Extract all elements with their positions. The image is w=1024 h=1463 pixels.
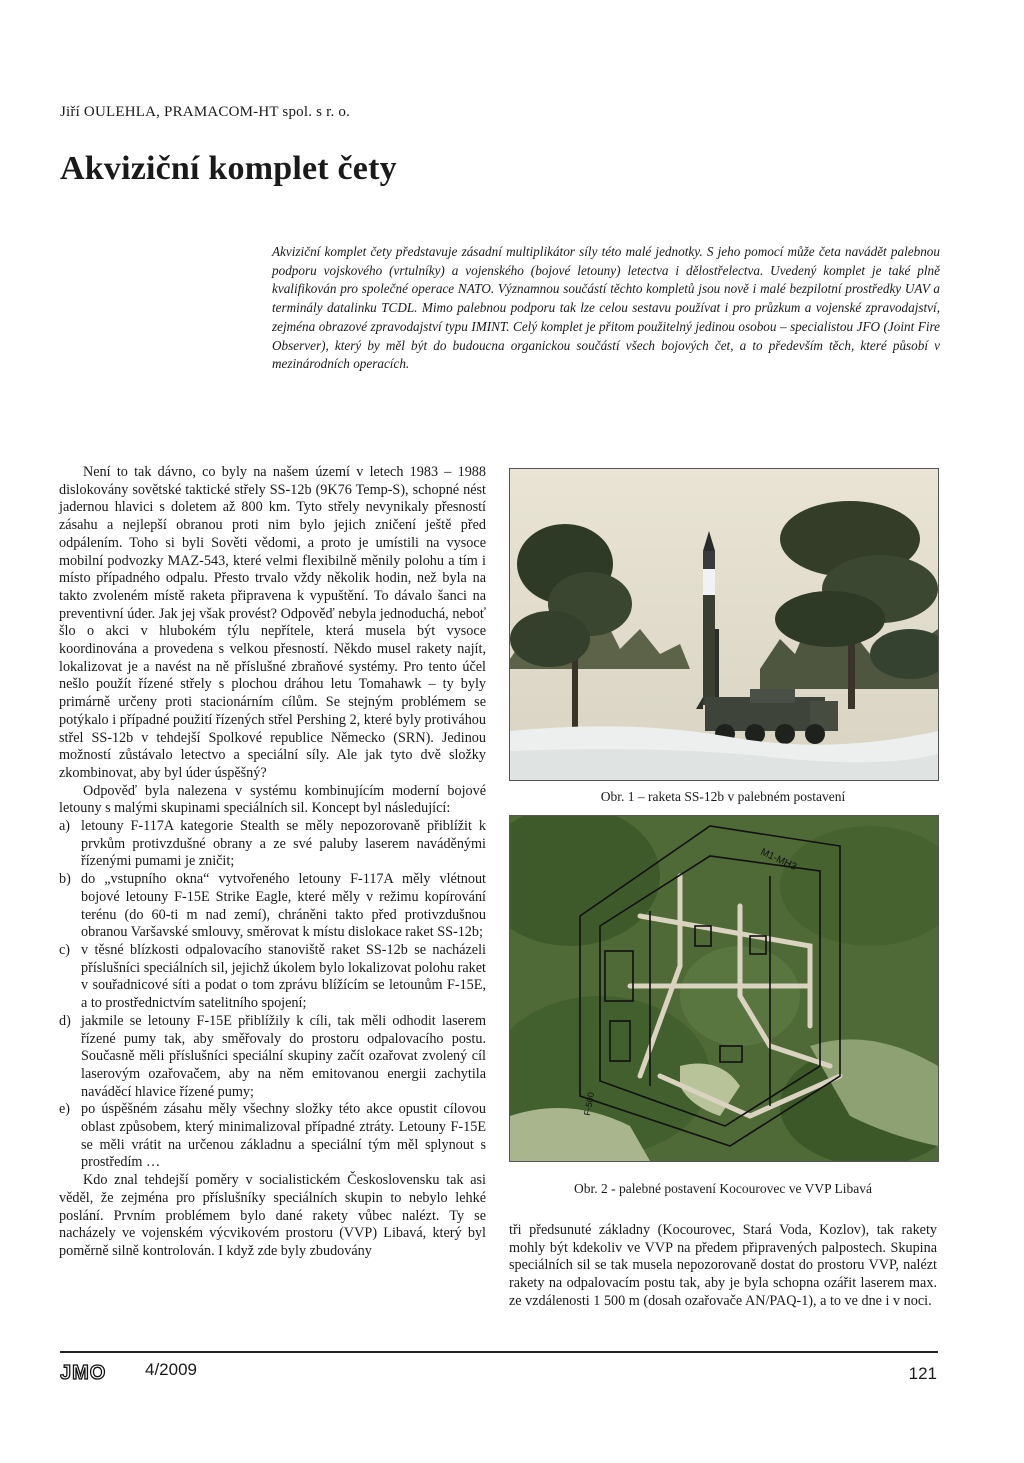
- paragraph: Kdo znal tehdejší poměry v socialistickém Československu tak asi věděl, že zejména pro příslušníky speciálních skupin to nebylo lehké poslání. Prvním problémem bylo dané rakety vůbec nalézt. Ty se nacházely ve vojenském výcvikovém prostoru (VVP) Libavá, který byl poměrně silně kontrolován. I když zde byly zbudovány: [59, 1172, 486, 1259]
- list-item-text: do „vstupního okna“ vytvořeného letouny F-117A měly vlétnout bojové letouny F-15E Strike Eagle, které měly v režimu kopírování terénu (do 60-ti m nad zemí), chráněni takto před protivzdušnou obranou Varšavské smlouvy, směrovat k místu dislokace raket SS-12b;: [81, 871, 486, 941]
- list-marker: c): [59, 941, 71, 958]
- list-item-text: jakmile se letouny F-15E přiblížily k cíli, tak měli odhodit laserem řízené pumy tak, aby směřovaly do prostoru odpalovacího postu. Současně měli příslušníci speciální skupiny začít ozařovat zvolený cíl laserovým ozařovačem, aby na něm emitovanou energii zachytila naváděcí hlavice řízené pumy;: [81, 1012, 486, 1100]
- list-item: [59, 818, 486, 871]
- author-line: Jiří OULEHLA, PRAMACOM-HT spol. s r. o.: [60, 104, 351, 120]
- aerial-photo-illustration: [510, 816, 938, 1161]
- concept-list: [59, 818, 486, 1172]
- figure-aerial-map: [509, 815, 939, 1162]
- list-item: [59, 1101, 486, 1172]
- body-column-left: [59, 464, 486, 1261]
- article-title: Akviziční komplet čety: [60, 150, 397, 187]
- list-item: [59, 1013, 486, 1102]
- figure-1-caption: Obr. 1 – raketa SS-12b v palebném postavení: [600, 789, 846, 804]
- footer-rule: [60, 1351, 938, 1353]
- list-item: [59, 942, 486, 1013]
- paragraph: Odpověď byla nalezena v systému kombinujícím moderní bojové letouny s malými skupinami speciálních sil. Koncept byl následující:: [59, 782, 486, 817]
- list-item-text: po úspěšném zásahu měly všechny složky této akce opustit cílovou oblast způsobem, který minimalizoval případné ztráty. Letouny F-15E se měli vrátit na určenou základnu a speciální tým měl splynout s prostředím …: [81, 1101, 486, 1171]
- missile-photo-illustration: [510, 469, 938, 780]
- abstract: Akviziční komplet čety představuje zásadní multiplikátor síly této malé jednotky. S jeho pomocí může četa navádět palebnou podporu vojskového (vrtulníky) a vojenského (bojové letouny) letectva i dělostřelectva. Uvedený komplet je také plně kvalifikován pro společné operace NATO. Významnou součástí těchto kompletů jsou nově i malé bezpilotní prostředky UAV a terminály datalinku TCDL. Mimo palebnou podporu tak lze celou sestavu používat i pro průzkum a vojenské zpravodajství, zejména obrazové zpravodajství typu IMINT. Celý komplet je přitom použitelný jedinou osobou – specialistou JFO (Joint Fire Observer), který by měl být do budoucna organickou součástí všech bojových čet, a to především těch, které působí v mezinárodních operacích.: [272, 244, 940, 372]
- list-item: [59, 871, 486, 942]
- list-item-text: v těsné blízkosti odpalovacího stanoviště raket SS-12b se nacházeli příslušníci speciálních sil, jejichž úkolem bylo lokalizovat polohu raket v souřadnicové síti a podat o tom zprávu blížícím se letounům F-15E, a to prostřednictvím satelitního spojení;: [81, 941, 486, 1012]
- paragraph: tři předsunuté základny (Kocourovec, Stará Voda, Kozlov), tak rakety mohly být kdekoliv ve VVP na předem připravených palpostech. Skupina speciálních sil se tak musela nepozorovaně dostat do prostoru VVP, nalézt rakety na odpalovacím postu tak, aby je byla schopna ozářit laserem max. ze vzdálenosti 1 500 m (dosah ozařovače AN/PAQ-1), a to ve dne i v noci.: [509, 1222, 937, 1309]
- svg-text:JMO: JMO: [60, 1362, 107, 1383]
- figure-missile-photo: [509, 468, 939, 781]
- list-marker: b): [59, 871, 71, 888]
- issue-number: 4/2009: [145, 1360, 197, 1379]
- list-marker: a): [59, 818, 71, 835]
- list-item-text: letouny F-117A kategorie Stealth se měly nepozorovaně přiblížit k prvkům protivzdušné obrany a ze své paluby laserem naváděnými řízenými pumami je zničit;: [81, 818, 486, 870]
- page-number: 121: [908, 1364, 937, 1383]
- list-marker: e): [59, 1101, 71, 1118]
- figure-2-caption: Obr. 2 - palebné postavení Kocourovec ve VVP Libavá: [573, 1181, 873, 1196]
- body-column-right: [509, 1222, 937, 1311]
- paragraph: Není to tak dávno, co byly na našem území v letech 1983 – 1988 dislokovány sovětské taktické střely SS-12b (9K76 Temp-S), schopné nést jadernou hlavici s doletem až 800 km. Tyto střely nevynikaly přesností zásahu a nejlepší obranou proti nim bylo jejich zničení ještě před odpálením. Toho si byli Sověti vědomi, a proto je umístili na vysoce mobilní podvozky MAZ-543, které velmi flexibilně měnily polohu a tím i místo případného odpalu. Přesto trvalo vždy několik hodin, než byla na takto zvoleném místě raketa připravena k vypuštění. To dávalo šanci na preventivní úder. Jak jej však provést? Odpověď nebyla jednoduchá, neboť šlo o akci v hlubokém týlu nepřítele, která musela být vysoce koordinována a provedena s velkou přesností. Někdo musel rakety najít, lokalizovat je a navést na ně příslušné zbraňové systémy. Pro tento účel nešlo použít řízené střely s plochou dráhou letu Tomahawk – ty byly primárně určeny proti stacionárním cílům. Se stejným problémem se potýkalo i případné použití řízených střel Pershing 2, které byly protiváhou střel SS-12b v tehdejší Spolkové republice Německo (SRN). Jedinou možností zůstávalo letectvo a speciální síly. Ale jak tyto dvě složky zkombinovat, aby byl úder úspěšný?: [59, 464, 486, 781]
- map-label: M1-MH3: [758, 846, 799, 873]
- jmo-logo: [60, 1361, 116, 1383]
- map-label: F-500: [582, 1091, 597, 1117]
- list-marker: d): [59, 1012, 71, 1029]
